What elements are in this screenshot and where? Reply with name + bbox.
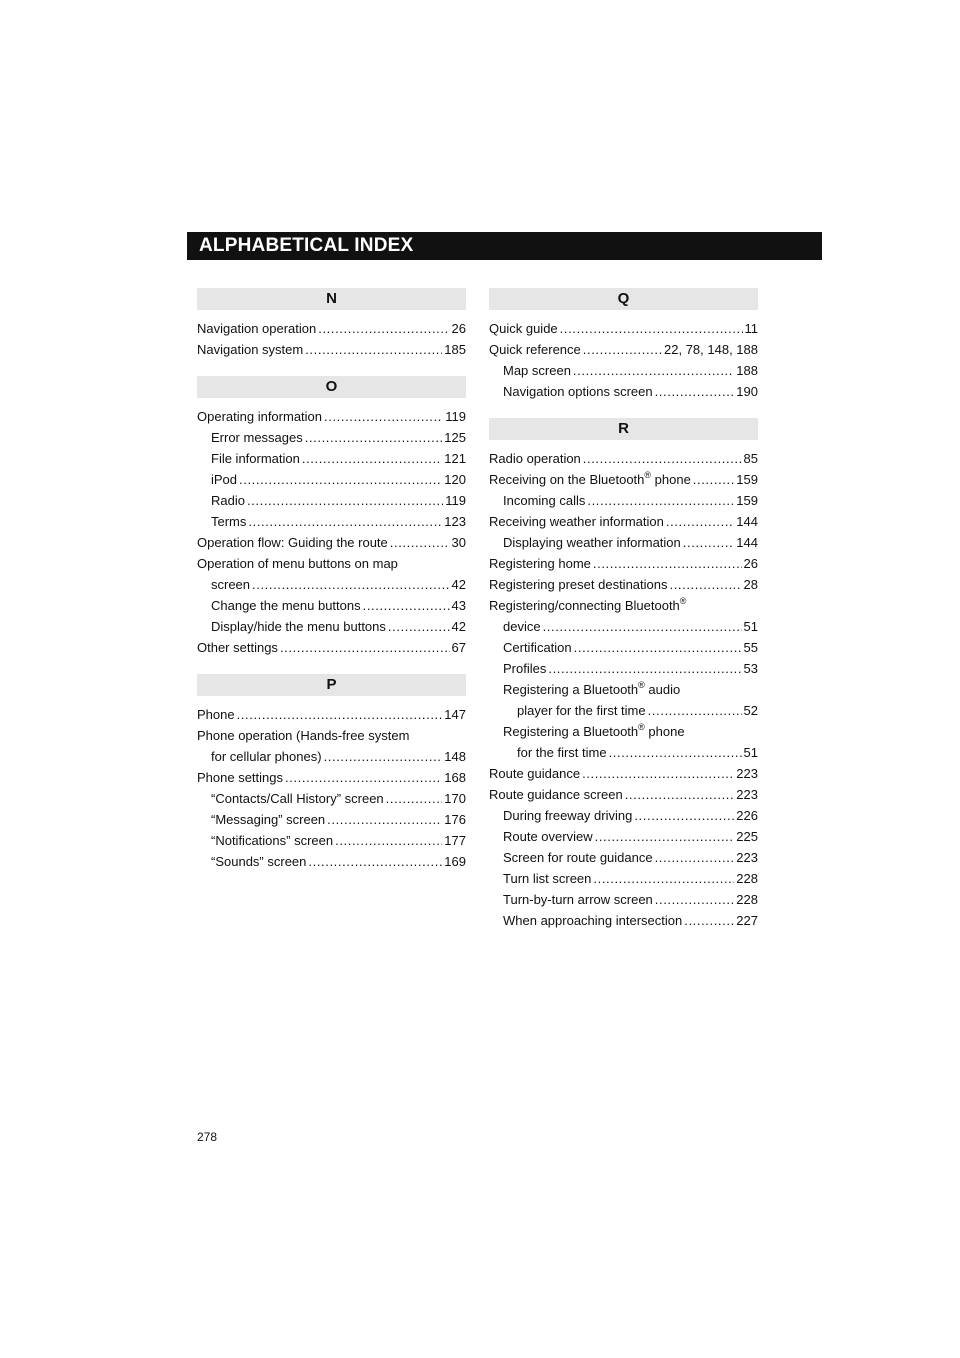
index-subentry-continuation: player for the first time ..... 52: [489, 700, 758, 721]
index-subentry: Incoming calls ..... 159: [489, 490, 758, 511]
index-subentry: Display/hide the menu buttons ..... 42: [197, 616, 466, 637]
section-heading-r: R: [489, 418, 758, 440]
index-entry: Receiving weather information ..... 144: [489, 511, 758, 532]
index-entry: Quick reference ..... 22, 78, 148, 188: [489, 339, 758, 360]
index-subentry: Screen for route guidance ..... 223: [489, 847, 758, 868]
index-subentry: “Contacts/Call History” screen ..... 170: [197, 788, 466, 809]
section-heading-n: N: [197, 288, 466, 310]
index-entry: Other settings ..... 67: [197, 637, 466, 658]
index-subentry: iPod ..... 120: [197, 469, 466, 490]
index-title: ALPHABETICAL INDEX: [199, 235, 414, 256]
index-entry: Operation flow: Guiding the route ..... 30: [197, 532, 466, 553]
registered-mark: ®: [638, 680, 645, 690]
index-subentry: Radio ..... 119: [197, 490, 466, 511]
index-entry: Operating information ..... 119: [197, 406, 466, 427]
index-subentry: Route overview ..... 225: [489, 826, 758, 847]
index-entry-line1: Phone operation (Hands-free system: [197, 728, 410, 743]
index-subentry: Displaying weather information ..... 144: [489, 532, 758, 553]
index-entry: Navigation operation ..... 26: [197, 318, 466, 339]
index-subentry: File information ..... 121: [197, 448, 466, 469]
section-heading-o: O: [197, 376, 466, 398]
registered-mark: ®: [644, 470, 652, 480]
index-subentry: Terms ..... 123: [197, 511, 466, 532]
index-entry-line1: Operation of menu buttons on map: [197, 556, 398, 571]
index-entry-line1: Registering/connecting Bluetooth®: [489, 596, 687, 613]
index-entry: Quick guide ..... 11: [489, 318, 758, 339]
index-entry: Radio operation ..... 85: [489, 448, 758, 469]
index-subentry: During freeway driving ..... 226: [489, 805, 758, 826]
registered-mark: ®: [638, 722, 645, 732]
index-subentry-line1: Registering a Bluetooth® phone: [503, 722, 685, 739]
index-entry: Route guidance screen ..... 223: [489, 784, 758, 805]
index-entry: Receiving on the Bluetooth® phone ..... 159: [489, 469, 758, 490]
index-entry: Navigation system ..... 185: [197, 339, 466, 360]
index-subentry: Profiles ..... 53: [489, 658, 758, 679]
section-heading-p: P: [197, 674, 466, 696]
index-subentry-continuation: for the first time ..... 51: [489, 742, 758, 763]
index-column-left: [197, 288, 466, 872]
index-column-right: [489, 288, 758, 931]
index-subentry: Map screen ..... 188: [489, 360, 758, 381]
registered-mark: ®: [679, 596, 687, 606]
index-subentry: Turn list screen ..... 228: [489, 868, 758, 889]
index-entry-continuation: for cellular phones) ..... 148: [197, 746, 466, 767]
index-entry: Phone settings ..... 168: [197, 767, 466, 788]
index-subentry: Error messages ..... 125: [197, 427, 466, 448]
index-entry-continuation: device ..... 51: [489, 616, 758, 637]
index-entry: Registering preset destinations ..... 28: [489, 574, 758, 595]
index-subentry: Turn-by-turn arrow screen ..... 228: [489, 889, 758, 910]
index-header-bar: [187, 232, 822, 260]
index-subentry: “Messaging” screen ..... 176: [197, 809, 466, 830]
index-entry: Route guidance ..... 223: [489, 763, 758, 784]
index-subentry: Navigation options screen ..... 190: [489, 381, 758, 402]
index-entry-continuation: screen ..... 42: [197, 574, 466, 595]
index-subentry: Certification ..... 55: [489, 637, 758, 658]
index-subentry: “Sounds” screen ..... 169: [197, 851, 466, 872]
index-subentry: Change the menu buttons ..... 43: [197, 595, 466, 616]
page-number: 278: [197, 1130, 218, 1144]
index-subentry-line1: Registering a Bluetooth® audio: [503, 680, 681, 697]
index-subentry: “Notifications” screen ..... 177: [197, 830, 466, 851]
index-subentry: When approaching intersection ..... 227: [489, 910, 758, 931]
index-entry: Phone ..... 147: [197, 704, 466, 725]
index-entry: Registering home ..... 26: [489, 553, 758, 574]
section-heading-q: Q: [489, 288, 758, 310]
